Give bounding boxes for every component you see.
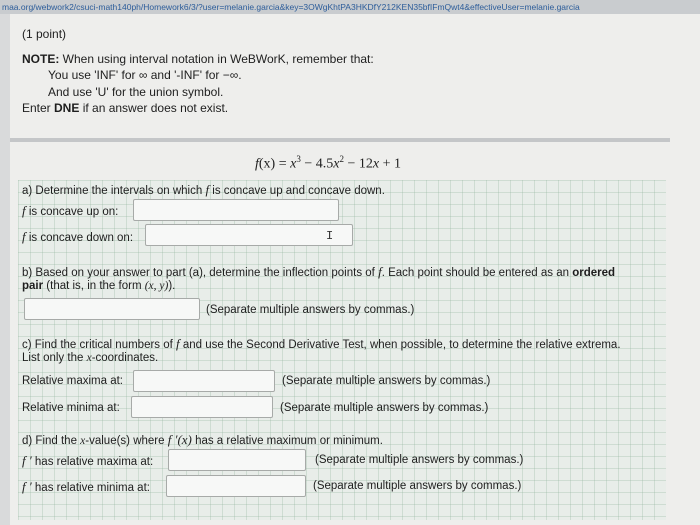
inflection-points-input[interactable] (24, 298, 200, 320)
part-b-bold-ordered: ordered (572, 267, 616, 279)
concave-down-f: f (22, 229, 26, 244)
inf-text-b: and '-INF' for (147, 68, 223, 82)
problem-page (10, 14, 700, 525)
part-b-text-b: . Each point should be entered as an (381, 267, 573, 279)
part-b-math: (x, y) (144, 280, 169, 292)
part-c-text-c: List only the (22, 352, 87, 364)
formula-term2: − 4.5 (300, 156, 334, 172)
fprime-minima-text: has relative minima at: (31, 482, 150, 494)
part-c-math: x (86, 352, 92, 364)
points-label: (1 point) (22, 27, 67, 41)
formula-x: x (290, 156, 297, 172)
part-a-question (22, 182, 385, 199)
infinity-symbol: ∞ (138, 68, 148, 82)
dne-keyword: DNE (54, 101, 80, 115)
inflection-hint: (Separate multiple answers by commas.) (206, 304, 415, 316)
note-label: NOTE: (22, 51, 60, 66)
part-c-text-b: and use the Second Derivative Test, when possible, to determine the relative extrema. (179, 339, 621, 351)
formula-lhs-rest: (x) = (258, 156, 291, 172)
fprime-maxima-label (22, 453, 153, 470)
dne-line (22, 100, 374, 117)
problem-intro (22, 26, 374, 117)
concave-up-text: is concave up on: (25, 206, 119, 218)
part-d-question (22, 432, 383, 449)
fprime-minima-hint: (Separate multiple answers by commas.) (313, 480, 522, 492)
relative-minima-hint: (Separate multiple answers by commas.) (280, 402, 489, 414)
part-a-text-a: a) Determine the intervals on which (22, 185, 206, 197)
text-cursor-icon: I (326, 229, 334, 243)
neg-infinity-symbol: −∞ (222, 68, 239, 82)
part-b-f: f (378, 264, 382, 279)
formula-exp2: 2 (339, 154, 344, 164)
part-c-text-d: -coordinates. (91, 352, 159, 364)
inf-line (22, 67, 374, 84)
relative-minima-label: Relative minima at: (22, 402, 120, 414)
formula-term3: − 12 (343, 156, 373, 172)
relative-maxima-label: Relative maxima at: (22, 375, 123, 387)
fprime-maxima-f: f ′ (22, 453, 32, 468)
part-b-question-line2 (22, 279, 175, 294)
fprime-minima-f: f ′ (22, 479, 32, 494)
concave-up-f: f (22, 203, 26, 218)
dne-text-c: if an answer does not exist. (79, 101, 229, 115)
dne-text-a: Enter (22, 101, 55, 115)
fprime-maxima-hint: (Separate multiple answers by commas.) (315, 454, 524, 466)
part-d-text-a: d) Find the (22, 435, 81, 447)
fprime-minima-input[interactable] (166, 475, 306, 497)
part-a-text-b: is concave up and concave down. (209, 185, 385, 197)
concave-down-label (22, 229, 133, 246)
formula-f: f (255, 156, 259, 172)
part-d-math-x: x (80, 435, 86, 447)
part-d-text-b: -value(s) where (85, 435, 168, 447)
function-formula (255, 154, 401, 173)
relative-maxima-hint: (Separate multiple answers by commas.) (282, 375, 491, 387)
fprime-minima-label (22, 479, 150, 496)
part-c-question-line2 (22, 351, 158, 366)
divider (10, 138, 670, 142)
formula-term4: + 1 (379, 156, 401, 172)
part-d-text-c: has a relative maximum or minimum. (191, 435, 383, 447)
formula-x3: x (372, 156, 380, 172)
note-text: When using interval notation in WeBWorK, remember that: (59, 51, 374, 66)
union-line: And use 'U' for the union symbol. (48, 84, 224, 99)
part-b-text-d: ). (168, 280, 176, 292)
url-text: maa.org/webwork2/csuci-math140ph/Homework6/3/?user=melanie.garcia&key=3OWgKhtPA3HKDfY212KEN35bfIFmQwt4&effectiveUser=melanie.garcia (2, 2, 580, 12)
formula-x2: x (333, 156, 340, 172)
address-bar[interactable] (0, 0, 700, 14)
fprime-maxima-input[interactable] (168, 449, 306, 471)
concave-up-label (22, 203, 118, 220)
fprime-maxima-text: has relative maxima at: (31, 456, 154, 468)
note-line (22, 51, 374, 68)
relative-minima-input[interactable] (131, 396, 273, 418)
part-b-bold-pair: pair (22, 280, 44, 292)
relative-maxima-input[interactable] (133, 370, 275, 392)
part-b-text-a: b) Based on your answer to part (a), determine the inflection points of (22, 267, 379, 279)
formula-exp3: 3 (296, 154, 301, 164)
concave-up-input[interactable] (133, 199, 339, 221)
part-d-fprime: f ′(x) (167, 432, 192, 447)
part-b-text-c: (that is, in the form (43, 280, 145, 292)
inf-text-c: . (238, 68, 242, 82)
part-c-text-a: c) Find the critical numbers of (22, 339, 177, 351)
concave-down-text: is concave down on: (25, 232, 134, 244)
concave-down-input[interactable] (145, 224, 353, 246)
part-a-f: f (205, 182, 210, 197)
inf-text-a: You use 'INF' for (48, 68, 139, 82)
part-c-f: f (176, 336, 180, 351)
